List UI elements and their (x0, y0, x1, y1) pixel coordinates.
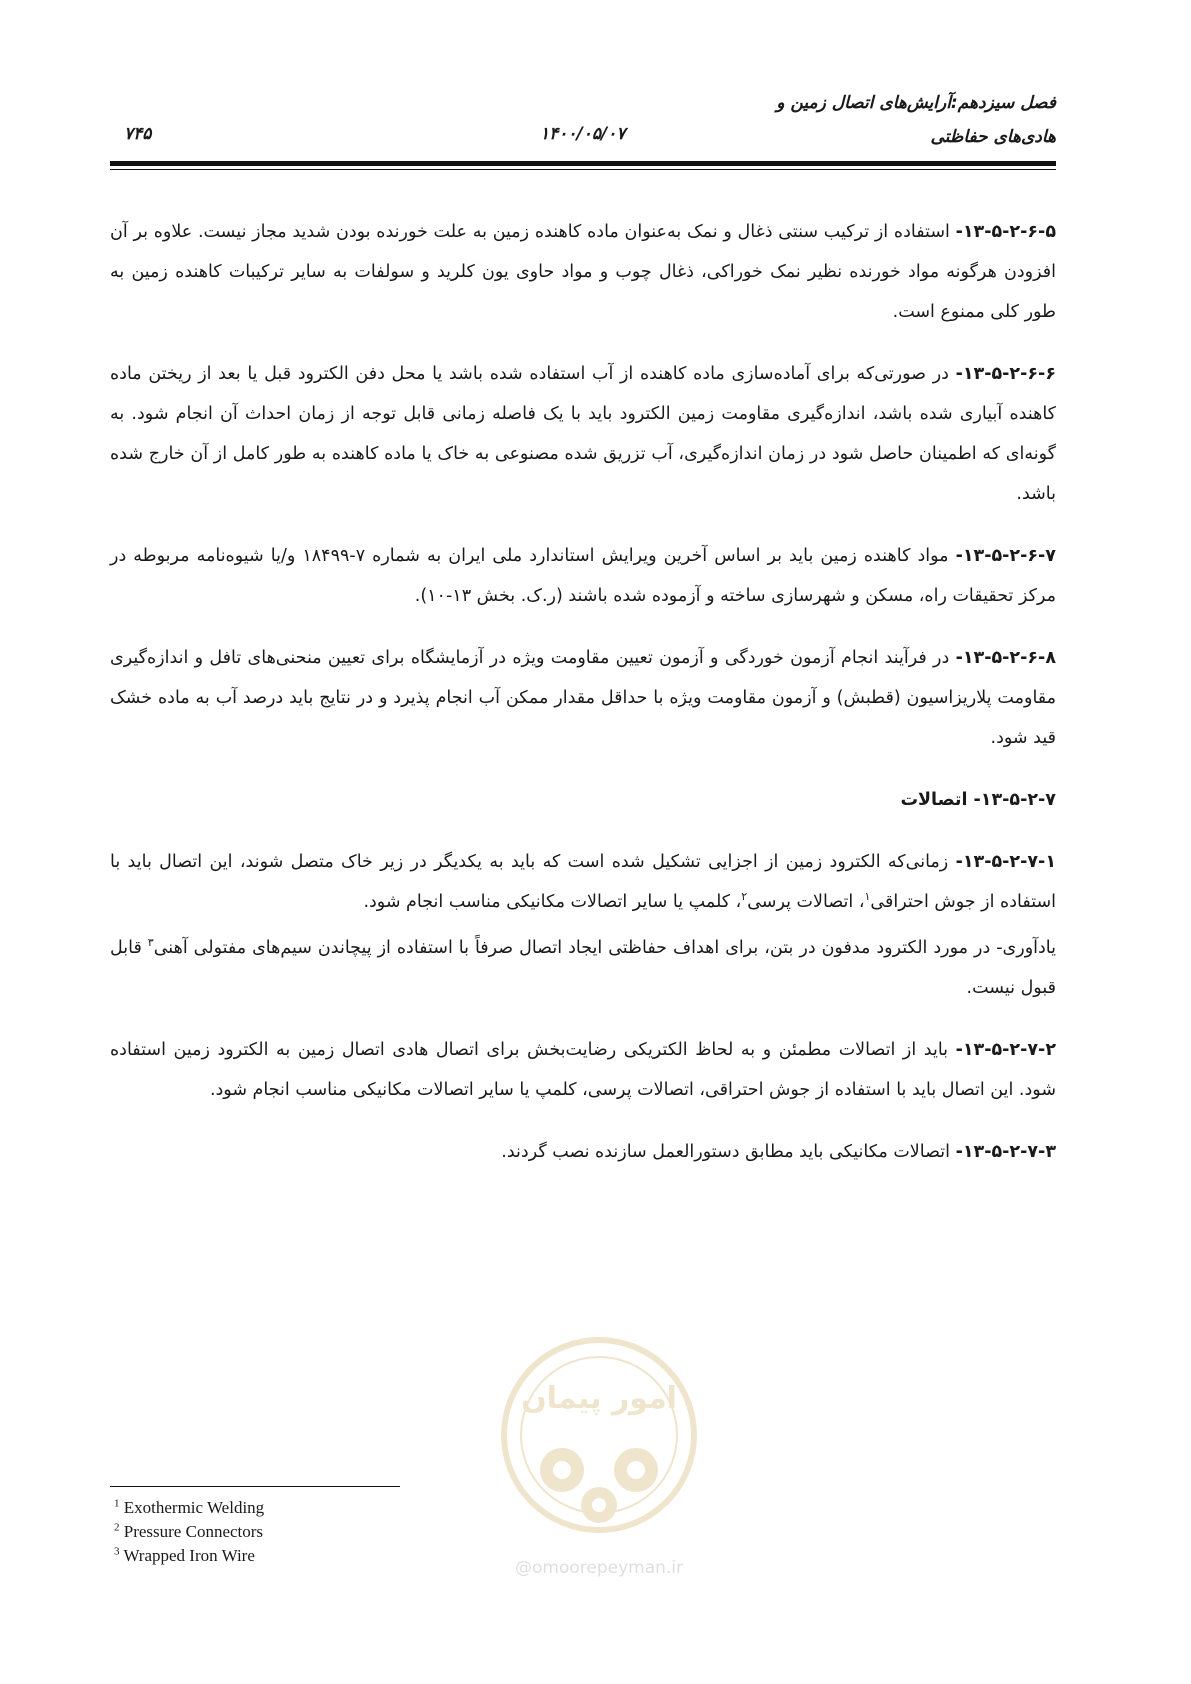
watermark-url: @omoorepeyman.ir (514, 1558, 684, 1578)
footnote-ref-1[interactable]: ۱ (864, 890, 871, 904)
footnote-text: Exothermic Welding (119, 1498, 265, 1517)
paragraph-13-5-2-6-8 (110, 638, 1056, 758)
header-rule-thick (110, 161, 1056, 166)
clause-number: ۱۳-۵-۲-۶-۷- (955, 546, 1056, 566)
clause-number: ۱۳-۵-۲-۶-۵- (955, 222, 1056, 242)
clause-text: اتصالات مکانیکی باید مطابق دستورالعمل سازنده نصب گردند. (501, 1142, 956, 1162)
clause-text: باید از اتصالات مطمئن و به لحاظ الکتریکی رضایت‌بخش برای اتصال هادی اتصال زمین به الکترود زمین استفاده شود. این اتصال باید با استفاده از جوش احتراقی، اتصالات پرسی، کلمپ یا سایر اتصالات مکانیکی مناسب انجام شود. (110, 1040, 1056, 1100)
footnotes (114, 1496, 264, 1568)
footnote-ref-3[interactable]: ۳ (147, 936, 154, 950)
watermark-logo-text: امور پیمان (521, 1381, 677, 1416)
footnote-mark: 1 (114, 1497, 120, 1510)
footnote-3 (114, 1544, 264, 1568)
paragraph-13-5-2-6-6 (110, 354, 1056, 514)
clause-number: ۱۳-۵-۲-۶-۸- (955, 648, 1056, 668)
footnote-mark: 2 (114, 1521, 120, 1534)
clause-number: ۱۳-۵-۲-۷-۲- (955, 1040, 1056, 1060)
footnote-text: Pressure Connectors (119, 1522, 264, 1541)
clause-text: استفاده از ترکیب سنتی ذغال و نمک به‌عنوان ماده کاهنده زمین به علت خورنده بودن شدید مجاز نیست. علاوه بر آن افزودن هرگونه مواد خورنده نظیر نمک خوراکی، ذغال چوب و مواد حاوی یون کلرید و سولفات به سایر ترکیبات کاهنده زمین به طور کلی ممنوع است. (110, 222, 1056, 322)
header-rule-thin (110, 169, 1056, 170)
clause-number: ۱۳-۵-۲-۷-۳- (955, 1142, 1056, 1162)
note-text: یادآوری- در مورد الکترود مدفون در بتن، برای اهداف حفاظتی ایجاد اتصال صرفاً با استفاده از پیچاندن سیم‌های مفتولی آهنی (153, 938, 1056, 958)
clause-text: ، کلمپ یا سایر اتصالات مکانیکی مناسب انجام شود. (363, 892, 742, 912)
page-number: ۷۴۵ (124, 124, 152, 144)
paragraph-13-5-2-7-3 (110, 1132, 1056, 1172)
chapter-title-line1: فصل سیزدهم:آرایش‌های اتصال زمین و (776, 93, 1056, 113)
paragraph-13-5-2-7-2 (110, 1030, 1056, 1110)
footnote-1 (114, 1496, 264, 1520)
clause-text: مواد کاهنده زمین باید بر اساس آخرین ویرایش استاندارد ملی ایران به شماره ۷-۱۸۴۹۹ و/یا شیوه‌نامه مربوطه در مرکز تحقیقات راه، مسکن و شهرسازی ساخته و آزموده شده باشند (ر.ک. بخش ۱۳-۱۰). (110, 546, 1056, 606)
clause-text: در صورتی‌که برای آماده‌سازی ماده کاهنده از آب استفاده شده باشد یا محل دفن الکترود قبل یا بعد از ریختن ماده کاهنده آبیاری شده باشد، اندازه‌گیری مقاومت زمین الکترود باید با یک فاصله زمانی قابل توجه از زمان احداث آن انجام شود. به گونه‌ای که اطمینان حاصل شود در زمان اندازه‌گیری، آب تزریق شده مصنوعی به خاک یا ماده کاهنده به طور کامل از آن خارج شده باشد. (110, 364, 1056, 504)
clause-text: در فرآیند انجام آزمون خوردگی و آزمون تعیین مقاومت ویژه در آزمایشگاه برای تعیین منحنی‌های تافل و اندازه‌گیری مقاومت پلاریزاسیون (قطبش) و آزمون مقاومت ویژه با حداقل مقدار ممکن آب انجام پذیرد و در نتایج باید درصد آب به ماده خشک قید شود. (110, 648, 1056, 748)
clause-number: ۱۳-۵-۲-۷-۱- (955, 852, 1056, 872)
section-heading-connections: ۱۳-۵-۲-۷- اتصالات (900, 790, 1056, 810)
page-header (110, 78, 1056, 158)
watermark-seal-icon (484, 1320, 714, 1555)
watermark-logo (484, 1320, 714, 1580)
header-date: ۱۴۰۰/۰۵/۰۷ (540, 124, 626, 144)
footnote-text: Wrapped Iron Wire (119, 1546, 255, 1565)
paragraph-13-5-2-7-1 (110, 842, 1056, 922)
chapter-title-line2: هادی‌های حفاظتی (930, 127, 1056, 147)
clause-text: زمانی‌که الکترود زمین از اجزایی تشکیل شده است که باید به یکدیگر در زیر خاک متصل شوند، این اتصال باید با استفاده از جوش احتراقی (110, 852, 1056, 912)
clause-number: ۱۳-۵-۲-۶-۶- (955, 364, 1056, 384)
note-paragraph (110, 928, 1056, 1008)
chapter-title (726, 86, 1056, 154)
paragraph-13-5-2-6-5 (110, 212, 1056, 332)
footnote-ref-2[interactable]: ۲ (741, 890, 748, 904)
note-text: قابل قبول نیست. (110, 938, 1056, 998)
footnote-divider (110, 1486, 400, 1487)
page-body (110, 212, 1056, 1194)
footnote-mark: 3 (114, 1545, 120, 1558)
paragraph-13-5-2-6-7 (110, 536, 1056, 616)
footnote-2 (114, 1520, 264, 1544)
clause-text: ، اتصالات پرسی (747, 892, 865, 912)
